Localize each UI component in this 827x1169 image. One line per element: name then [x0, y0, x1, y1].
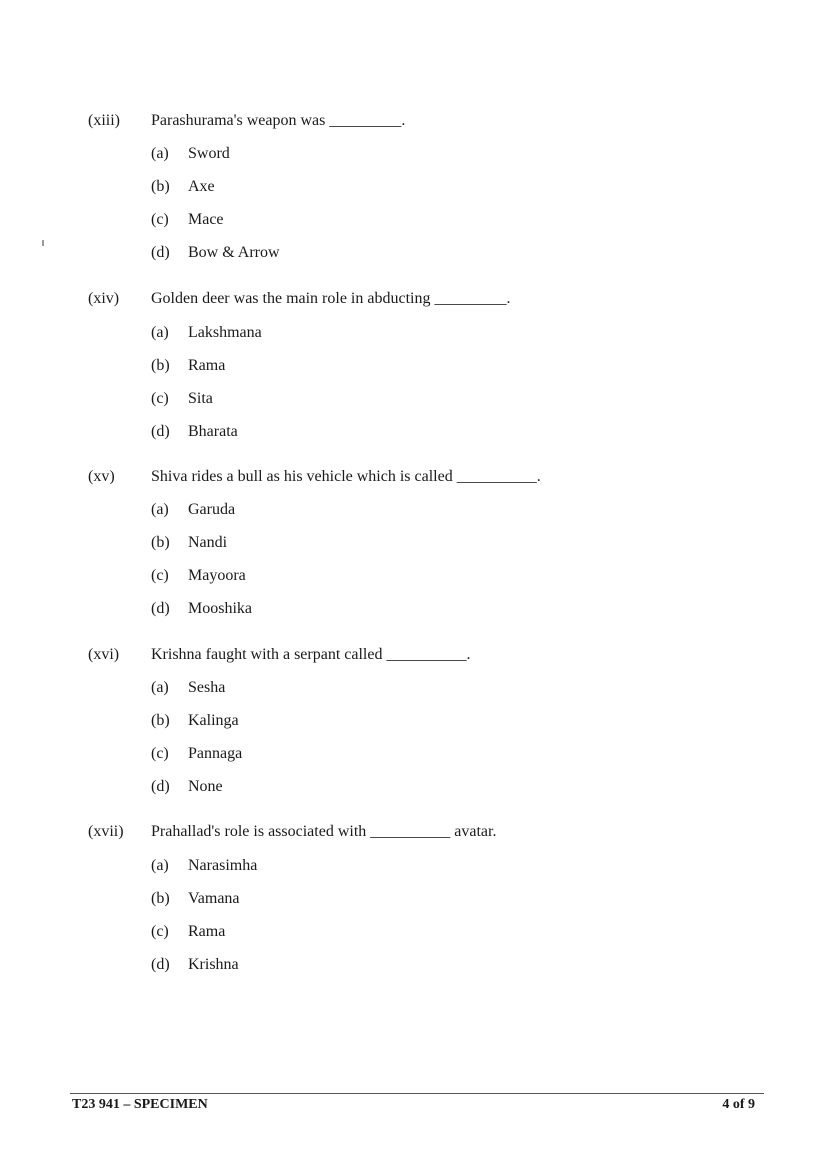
question-row: [0, 821, 827, 843]
page-number: 4 of 9: [722, 1097, 755, 1112]
option-text: Krishna: [188, 956, 239, 973]
option-letter: (a): [151, 679, 169, 696]
option-a: [0, 143, 827, 165]
question-text: [151, 466, 541, 488]
option-d: [0, 954, 827, 976]
question-row: [0, 466, 827, 488]
answer-blank: _________: [329, 112, 402, 129]
option-a: [0, 677, 827, 699]
option-text: Narasimha: [188, 857, 258, 874]
question-xv: [0, 466, 827, 620]
question-stem: Golden deer was the main role in abducting: [151, 290, 431, 307]
option-text: Bow & Arrow: [188, 244, 280, 261]
option-letter: (a): [151, 857, 169, 874]
question-suffix: .: [536, 468, 541, 485]
option-text: Vamana: [188, 890, 240, 907]
option-c: [0, 921, 827, 943]
question-number: (xvii): [88, 823, 124, 840]
option-letter: (c): [151, 390, 169, 407]
question-row: [0, 110, 827, 132]
option-letter: (c): [151, 923, 169, 940]
option-letter: (b): [151, 534, 170, 551]
option-letter: (c): [151, 745, 169, 762]
question-suffix: .: [466, 646, 471, 663]
question-number: (xvi): [88, 646, 120, 663]
answer-blank: __________: [370, 823, 451, 840]
option-a: [0, 855, 827, 877]
question-suffix: .: [401, 112, 406, 129]
question-stem: Krishna faught with a serpant called: [151, 646, 383, 663]
option-text: Bharata: [188, 423, 238, 440]
option-c: [0, 565, 827, 587]
question-stem: Parashurama's weapon was: [151, 112, 326, 129]
option-letter: (b): [151, 357, 170, 374]
question-text: [151, 821, 496, 843]
option-text: Mace: [188, 211, 224, 228]
option-letter: (c): [151, 211, 169, 228]
option-letter: (a): [151, 501, 169, 518]
option-text: Sword: [188, 145, 230, 162]
question-row: [0, 644, 827, 666]
option-text: Sita: [188, 390, 213, 407]
option-c: [0, 743, 827, 765]
question-row: [0, 288, 827, 310]
option-text: Rama: [188, 357, 226, 374]
option-letter: (b): [151, 890, 170, 907]
question-xvi: [0, 644, 827, 798]
option-letter: (b): [151, 178, 170, 195]
option-text: Lakshmana: [188, 324, 262, 341]
option-text: Axe: [188, 178, 215, 195]
question-number: (xv): [88, 468, 115, 485]
option-letter: (d): [151, 600, 170, 617]
footer-divider: [70, 1093, 764, 1094]
question-number: (xiv): [88, 290, 120, 307]
answer-blank: _________: [434, 290, 507, 307]
question-stem: Prahallad's role is associated with: [151, 823, 367, 840]
option-letter: (a): [151, 324, 169, 341]
option-b: [0, 355, 827, 377]
option-b: [0, 710, 827, 732]
question-stem: Shiva rides a bull as his vehicle which is called: [151, 468, 453, 485]
option-c: [0, 388, 827, 410]
option-text: Rama: [188, 923, 226, 940]
option-letter: (d): [151, 244, 170, 261]
question-text: [151, 110, 405, 132]
option-text: Mooshika: [188, 600, 252, 617]
option-letter: (c): [151, 567, 169, 584]
question-xvii: [0, 821, 827, 976]
question-suffix: .: [506, 290, 511, 307]
option-a: [0, 499, 827, 521]
answer-blank: __________: [386, 646, 467, 663]
question-xiii: [0, 110, 827, 264]
option-text: Nandi: [188, 534, 228, 551]
option-b: [0, 176, 827, 198]
option-text: Sesha: [188, 679, 226, 696]
question-text: [151, 644, 470, 666]
option-b: [0, 888, 827, 910]
option-text: Mayoora: [188, 567, 246, 584]
option-a: [0, 322, 827, 344]
option-d: [0, 242, 827, 264]
option-letter: (a): [151, 145, 169, 162]
option-d: [0, 776, 827, 798]
question-xiv: [0, 288, 827, 443]
option-letter: (d): [151, 778, 170, 795]
option-text: Pannaga: [188, 745, 243, 762]
option-d: [0, 421, 827, 443]
question-suffix: avatar.: [454, 823, 497, 840]
option-letter: (d): [151, 956, 170, 973]
option-text: None: [188, 778, 223, 795]
answer-blank: __________: [456, 468, 537, 485]
question-text: [151, 288, 510, 310]
option-letter: (d): [151, 423, 170, 440]
paper-code: T23 941 – SPECIMEN: [72, 1097, 208, 1112]
question-number: (xiii): [88, 112, 120, 129]
option-d: [0, 598, 827, 620]
option-b: [0, 532, 827, 554]
option-text: Garuda: [188, 501, 236, 518]
option-text: Kalinga: [188, 712, 239, 729]
option-c: [0, 209, 827, 231]
option-letter: (b): [151, 712, 170, 729]
